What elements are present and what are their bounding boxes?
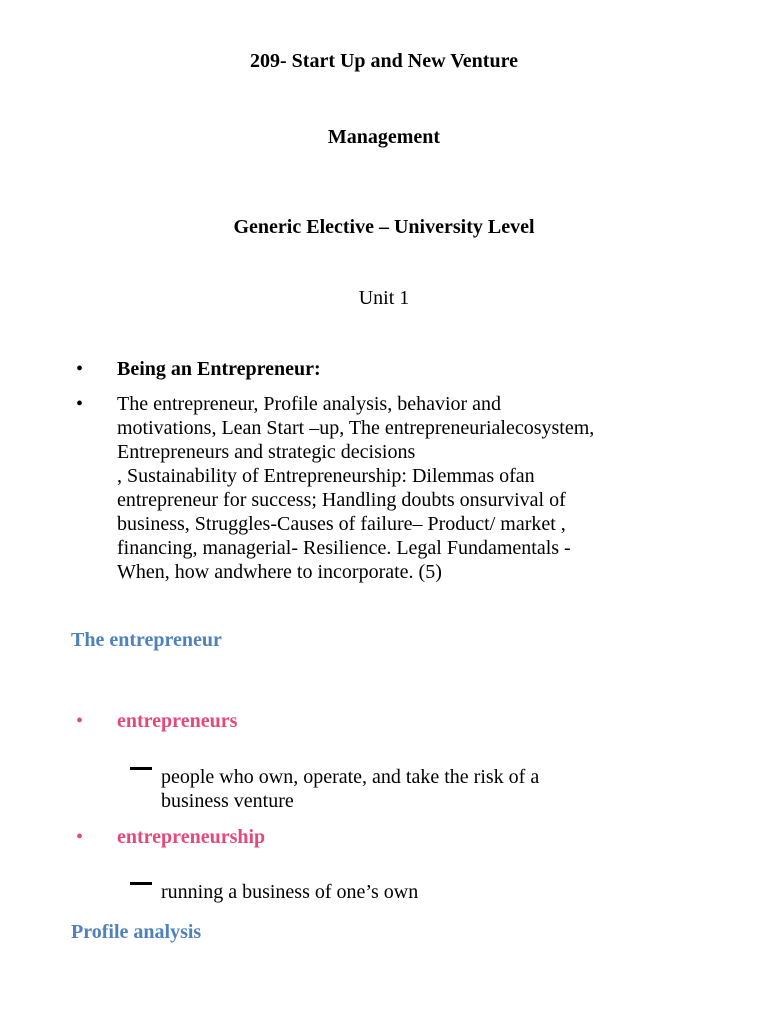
term-entrepreneurship: entrepreneurship [117,826,266,848]
description-line: business, Struggles-Causes of failure– Product/ market , [117,513,566,535]
document-title-line-2: Management [327,126,441,148]
section-heading-profile-analysis: Profile analysis [71,921,202,943]
description-line: motivations, Lean Start –up, The entrepreneurialecosystem, [117,417,595,439]
document-title-line-1: 209- Start Up and New Venture [250,50,518,72]
document-subtitle: Generic Elective – University Level [233,216,535,238]
bullet-dot: • [76,358,84,380]
definition-entrepreneurs [161,765,641,813]
term-bullet-dot: • [76,710,84,732]
dash-marker [130,882,152,885]
unit-label: Unit 1 [358,287,410,309]
topic-heading: Being an Entrepreneur: [117,358,321,380]
description-line: , Sustainability of Entrepreneurship: Dilemmas ofan [117,465,535,487]
term-entrepreneurs: entrepreneurs [117,710,238,732]
description-paragraph [117,392,687,584]
term-bullet-dot: • [76,826,84,848]
bullet-dot: • [76,393,84,415]
description-line: Entrepreneurs and strategic decisions [117,441,416,463]
dash-marker [130,767,152,770]
description-line: The entrepreneur, Profile analysis, behavior and [117,393,502,415]
definition-line: business venture [161,790,294,812]
description-line: When, how andwhere to incorporate. (5) [117,561,442,583]
section-heading-entrepreneur: The entrepreneur [71,629,222,651]
description-line: entrepreneur for success; Handling doubts onsurvival of [117,489,566,511]
definition-entrepreneurship [161,880,641,904]
definition-line: people who own, operate, and take the risk of a [161,766,540,788]
description-line: financing, managerial- Resilience. Legal Fundamentals - [117,537,571,559]
definition-line: running a business of one’s own [161,881,419,903]
